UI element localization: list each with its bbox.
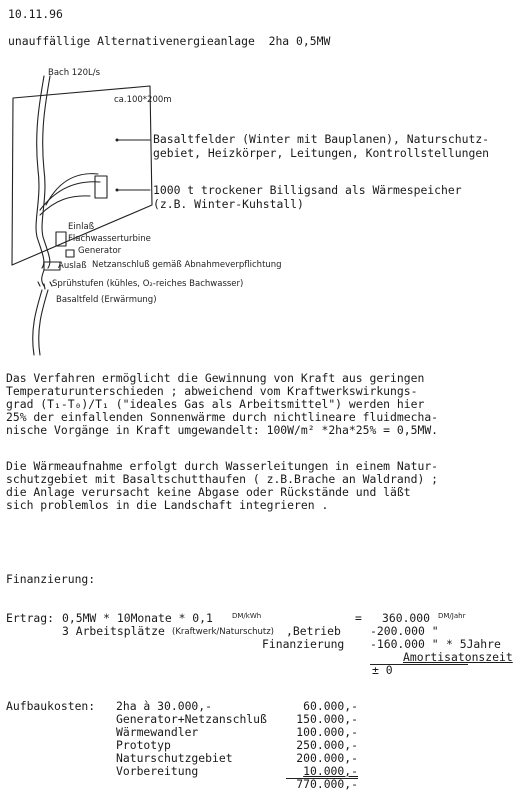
paragraph-line: schutzgebiet mit Basaltschutthaufen ( z.B.Brache an Waldrand) ; (6, 472, 439, 486)
finanzierung-label: Finanzierung (262, 637, 345, 651)
document-date: 10.11.96 (8, 7, 63, 21)
ertrag-label: Ertrag: (6, 611, 55, 625)
paragraph-line: nische Vorgänge in Kraft umgewandelt: 100W/m² *2ha*25% = 0,5MW. (6, 423, 439, 437)
cost-item-name: Naturschutzgebiet (116, 751, 233, 765)
label-turbine: Flachwasserturbine (68, 234, 151, 244)
ertrag-formula: 0,5MW * 10Monate * 0,1 (62, 611, 213, 625)
cost-item-value: 60.000,- (303, 699, 358, 713)
generator-box (66, 250, 74, 257)
cost-item-name: Generator+Netzanschluß (116, 712, 267, 726)
cost-item-name: Prototyp (116, 738, 171, 752)
aufbaukosten-label: Aufbaukosten: (6, 699, 96, 713)
cost-item-name: Vorbereitung (116, 764, 199, 778)
cost-total: 770.000,- (296, 777, 358, 791)
callout-basaltfelder-1: Basaltfelder (Winter mit Bauplanen), Naturschutz- (153, 132, 490, 146)
cost-item-value: 10.000,- (303, 764, 358, 778)
ertrag-result: ± 0 (372, 663, 393, 677)
label-basaltfeld: Basaltfeld (Erwärmung) (56, 295, 157, 305)
arbeitsplaetze-label: 3 Arbeitsplätze (62, 624, 165, 638)
cost-item-name: 2ha à 30.000,- (116, 699, 213, 713)
amortisation-label: Amortisatonszeit (403, 650, 513, 664)
paragraph-line: Die Wärmeaufnahme erfolgt durch Wasserleitungen in einem Natur- (6, 459, 439, 473)
label-generator: Generator (78, 246, 122, 256)
jahre-note: * 5Jahre (446, 637, 501, 651)
paragraph-line: sich problemlos in die Landschaft integrieren . (6, 498, 329, 512)
label-field-size: ca.100*200m (114, 95, 172, 105)
cost-item-value: 250.000,- (296, 738, 358, 752)
paragraph-line: Temperaturunterschieden ; abweichend vom Kraftwerkswirkungs- (6, 384, 418, 398)
cost-item-value: 100.000,- (296, 725, 358, 739)
arbeitsplaetze-betrieb: ,Betrieb (286, 624, 341, 638)
arbeitsplaetze-detail: (Kraftwerk/Naturschutz) (172, 627, 274, 637)
callout-basaltfelder-2: gebiet, Heizkörper, Leitungen, Kontrollstellungen (153, 146, 490, 160)
pipe-lines (40, 182, 100, 210)
label-netzanschluss: Netzanschluß gemäß Abnahmeverpflichtung (92, 260, 282, 270)
cost-item-value: 150.000,- (296, 712, 358, 726)
callout-sand-1: 1000 t trockener Billigsand als Wärmespeicher (153, 183, 462, 197)
sand-storage-box (95, 176, 107, 198)
label-einlass: Einlaß (68, 222, 95, 232)
finanzierung-heading: Finanzierung: (6, 572, 96, 586)
paragraph-line: grad (T₁-T₀)/T₁ ("ideales Gas als Arbeitsmittel") werden hier (6, 397, 425, 411)
label-bach: Bach 120L/s (48, 68, 101, 78)
ertrag-value-unit: DM/Jahr (438, 612, 466, 620)
ertrag-unit: DM/kWh (232, 612, 262, 620)
label-spruehstufen: Sprühstufen (kühles, O₂-reiches Bachwasser) (52, 279, 244, 289)
paragraph-line: 25% der einfallenden Sonnenwärme durch nichtlineare fluidmecha- (6, 410, 439, 424)
paragraph-line: die Anlage verursacht keine Abgase oder Rückstände und läßt (6, 485, 411, 499)
callout-sand-2: (z.B. Winter-Kuhstall) (153, 197, 304, 211)
document-title: unauffällige Alternativenergieanlage 2ha 0,5MW (8, 34, 331, 48)
label-auslass: Auslaß (58, 261, 87, 271)
cost-item-value: 200.000,- (296, 751, 358, 765)
stream-line (36, 76, 44, 268)
ertrag-value: 360.000 (382, 611, 431, 625)
cost-item-name: Wärmewandler (116, 725, 199, 739)
ertrag-equals: = (355, 611, 362, 625)
arbeitsplaetze-value: -200.000 " (370, 624, 439, 638)
finanzierung-value: -160.000 " (370, 637, 439, 651)
paragraph-line: Das Verfahren ermöglicht die Gewinnung von Kraft aus geringen (6, 371, 425, 385)
